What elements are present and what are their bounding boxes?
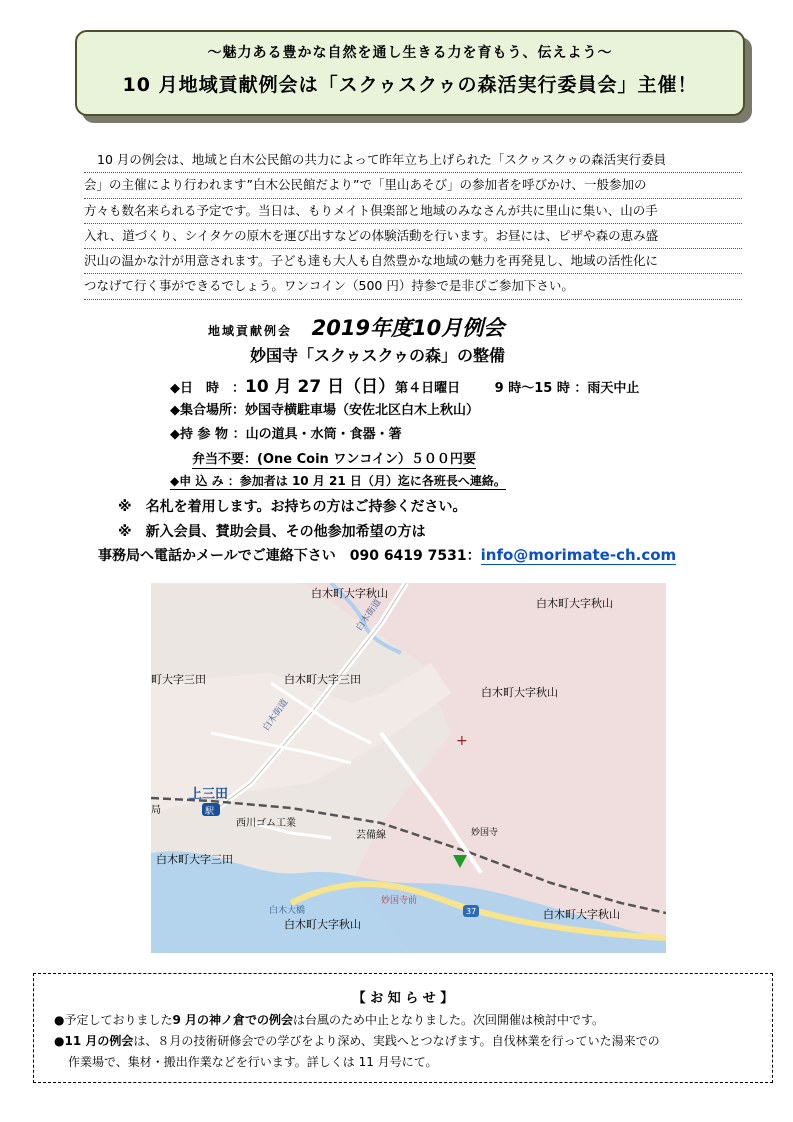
notice-item1-post: は台風のため中止となりました。次回開催は検討中です。 <box>293 1013 605 1027</box>
notice-box <box>33 973 773 1083</box>
notice-item1-pre: ●予定しておりました <box>54 1013 173 1027</box>
intro-line: 会」の主催により行われます”白木公民館だより”で「里山あそび」の参加者を呼びかけ、一般参加の <box>84 173 742 198</box>
meeting-title <box>208 312 628 342</box>
map-label-factory: 西川ゴム工業 <box>236 818 296 829</box>
intro-line: 10 月の例会は、地域と白木公民館の共力によって昨年立ち上げられた「スクゥスクゥの森活実行委員 <box>84 148 742 173</box>
intro-line: 沢山の温かな汁が用意されます。子ども達も大人も自然豊かな地域の魅力を再発見し、地域の活性化に <box>84 249 742 274</box>
intro-line: 方々も数名来られる予定です。当日は、もりメイト倶楽部と地域のみなさんが共に里山に集い、山の手 <box>84 199 742 224</box>
map-station-icon-text: 駅 <box>205 807 215 817</box>
time-value: 9 時〜15 時 <box>494 381 570 396</box>
header-banner <box>75 30 745 116</box>
lunch-text <box>192 452 476 469</box>
map-label-top-left: 白木町大字秋山 <box>311 587 388 600</box>
map-label-station: 上三田 <box>189 787 229 802</box>
meeting-name: 2019年度10月例会 <box>311 316 505 340</box>
date-extra: 第４日曜日 <box>395 381 461 396</box>
map-label-bottom-right: 白木町大字秋山 <box>543 908 620 921</box>
note-nametag: ※ 名札を着用します。お持ちの方はご持参ください。 <box>118 499 467 515</box>
place-label: ◆集合場所： <box>170 403 245 418</box>
items-label: ◆持 参 物 ： <box>170 427 246 442</box>
notice-heading: 【 お 知 ら せ 】 <box>352 991 454 1006</box>
map-label-local: 局 <box>151 805 161 816</box>
lunch-value: (One Coin ワンコイン）５００円要 <box>257 452 476 467</box>
note-newmembers: ※ 新入会員、賛助会員、その他参加希望の方は <box>118 524 426 540</box>
map-label-rail: 芸備線 <box>356 830 386 841</box>
map-label-road-left: 白木街道 <box>261 697 291 733</box>
rain-note: ：雨天中止 <box>574 381 640 396</box>
lunch-row <box>192 448 476 467</box>
place-row <box>170 399 479 418</box>
intro-paragraph <box>84 148 742 300</box>
map-label-center-left: 白木町大字三田 <box>284 673 361 686</box>
map-label-temple-front: 妙国寺前 <box>381 896 418 906</box>
date-value: 10 月 27 日（日） <box>245 377 396 397</box>
notice-item <box>54 1010 772 1031</box>
notice-item2-bold: ●11 月の例会 <box>54 1034 134 1048</box>
apply-label: ◆申 込 み ： <box>170 474 240 488</box>
map-label-bottom-center: 白木町大字秋山 <box>284 918 361 931</box>
notice-item <box>54 1031 772 1052</box>
banner-subtitle: ～魅力ある豊かな自然を通し生きる力を育もう、伝えよう～ <box>207 45 613 61</box>
date-row <box>170 372 639 397</box>
map-route-number: 37 <box>466 907 477 916</box>
intro-line: つなげて行く事ができるでしょう。ワンコイン（500 円）持参で是非ぴご参加下さい。 <box>84 274 742 299</box>
place-value: 妙国寺横駐車場（安佐北区白木上秋山） <box>245 403 480 418</box>
lunch-label: 弁当不要： <box>192 452 258 467</box>
email-link[interactable]: info@morimate-ch.com <box>480 546 677 564</box>
intro-line: 入れ、道づくり、シイタケの原木を運び出すなどの体験活動を行います。お昼には、ピザや森の恵み盛 <box>84 224 742 249</box>
map-label-left-edge: 町大字三田 <box>151 673 206 686</box>
items-row <box>170 423 402 442</box>
notice-item-continued: 作業場で、集材・搬出作業などを行います。詳しくは 11 月号にて。 <box>68 1055 438 1069</box>
notice-item2-post: は、８月の技術研修会での学びをより深め、実践へとつなげます。自伐林業を行っていた湯来での <box>133 1034 660 1048</box>
contact-row <box>98 545 676 565</box>
notice-item1-bold: 9 月の神ノ倉での例会 <box>172 1013 294 1027</box>
contact-text: 事務局へ電話かメールでご連絡下さい 090 6419 7531： <box>98 548 481 564</box>
items-value: 山の道具・水筒・食器・箸 <box>245 427 402 442</box>
date-label: ◆日 時 ： <box>170 381 245 396</box>
map-label-center-right: 白木町大字秋山 <box>481 686 558 699</box>
map-label-bridge: 白木大橋 <box>269 906 306 916</box>
map-cross-icon: + <box>456 733 468 749</box>
meeting-label: 地域貢献例会 <box>208 324 293 338</box>
map-label-top-right: 白木町大字秋山 <box>536 597 613 610</box>
apply-value: 参加者は 10 月 21 日（月）迄に各班長へ連絡。 <box>239 474 506 488</box>
map-label-bottom-left: 白木町大字三田 <box>156 853 233 866</box>
meeting-subtitle: 妙国寺「スクゥスクゥの森」の整備 <box>250 346 506 365</box>
apply-row <box>170 472 506 489</box>
map-label-temple: 妙国寺 <box>471 828 499 838</box>
banner-title: 10 月地域貢献例会は「スクゥスクゥの森活実行委員会」主催！ <box>122 74 698 96</box>
map-label-road-top: 白木街道 <box>354 597 384 633</box>
apply-text <box>170 474 506 490</box>
location-map[interactable] <box>151 583 666 953</box>
